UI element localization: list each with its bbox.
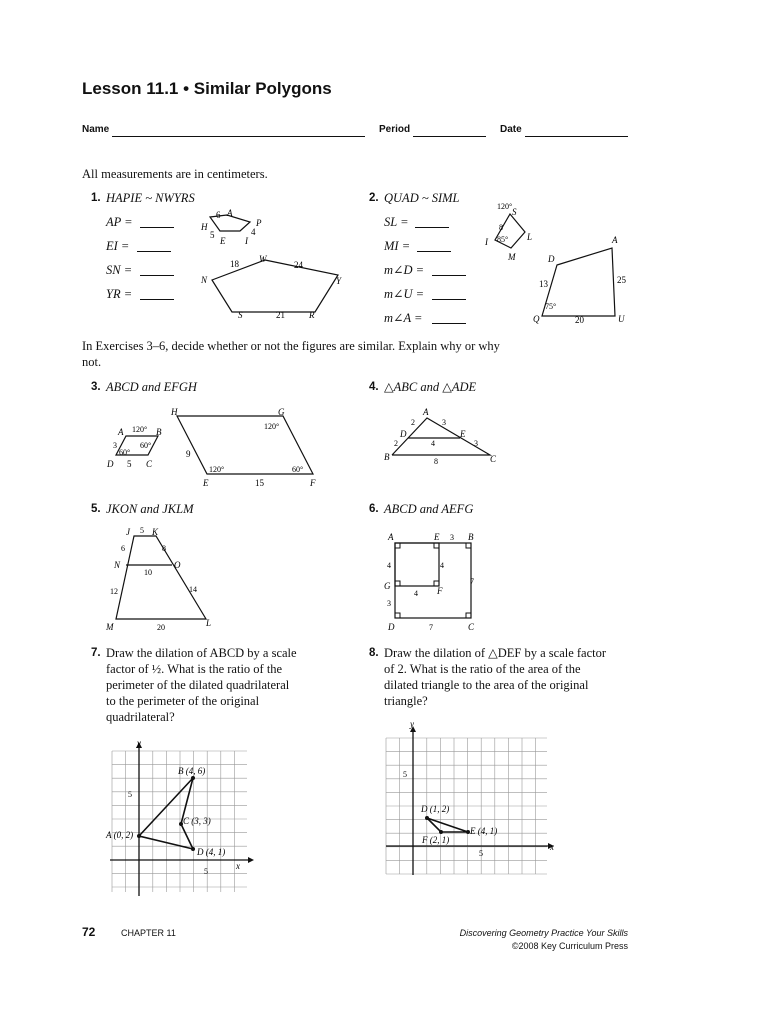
side-3: 3: [113, 441, 117, 450]
ex1-q-ei: EI =: [106, 239, 130, 253]
ex4-figure: [380, 402, 520, 472]
label-b: B: [384, 452, 390, 462]
label-a: A: [423, 407, 429, 417]
ex7-line-1: Draw the dilation of ABCD by a scale: [106, 646, 297, 660]
side-9: 9: [186, 449, 191, 459]
ex7-line-2: factor of ½. What is the ratio of the: [106, 662, 283, 676]
side-4b: 4: [440, 561, 444, 570]
label-u: U: [618, 314, 625, 324]
label-a: A: [118, 427, 124, 437]
ex8-coordinate-grid[interactable]: [382, 720, 560, 880]
point-e-label: E (4, 1): [470, 826, 498, 836]
section-instructions: In Exercises 3–6, decide whether or not the figures are similar. Explain why or why not.: [82, 339, 500, 369]
label-o: O: [174, 560, 181, 570]
side-25: 25: [617, 275, 626, 285]
ex2-q-mu: m∠U =: [384, 287, 425, 301]
side-3a: 3: [442, 418, 446, 427]
ex1-q-ap: AP =: [106, 215, 133, 229]
ex2-q-sl: SL =: [384, 215, 409, 229]
label-d: D: [388, 622, 395, 632]
label-d: D: [107, 459, 114, 469]
point-c-label: C (3, 3): [183, 816, 211, 826]
ex4-statement: △ABC and △ADE: [384, 380, 477, 394]
ex6-figure: [380, 526, 490, 634]
label-i: I: [245, 236, 248, 246]
label-n: N: [114, 560, 121, 570]
label-h: H: [201, 222, 208, 232]
book-title: Discovering Geometry Practice Your Skills: [459, 928, 628, 938]
x-label: x: [236, 861, 240, 871]
side-2a: 2: [411, 418, 415, 427]
ex2-answer-mu[interactable]: [432, 299, 466, 300]
label-s: S: [238, 310, 243, 320]
label-r: R: [309, 310, 315, 320]
ex5-statement: JKON and JKLM: [106, 502, 194, 516]
angle-120-small: 120°: [132, 425, 148, 434]
side-4: 4: [251, 227, 256, 237]
ex2-q-mi: MI =: [384, 239, 411, 253]
side-20: 20: [575, 315, 584, 325]
side-3b: 3: [474, 439, 478, 448]
trapezoid-jklm: [116, 536, 206, 619]
angle-120-big: 120°: [264, 422, 280, 431]
side-3b: 3: [387, 599, 391, 608]
page-title: Lesson 11.1 • Similar Polygons: [82, 79, 332, 98]
side-5: 5: [210, 230, 215, 240]
side-3a: 3: [450, 533, 454, 542]
ex2-statement: QUAD ~ SIML: [384, 191, 460, 205]
ex6-number: 6.: [369, 503, 379, 515]
side-15: 15: [255, 478, 264, 488]
ex1-answer-sn[interactable]: [140, 275, 174, 276]
label-g: G: [278, 407, 285, 417]
label-b: B: [156, 427, 162, 437]
label-b: B: [468, 532, 474, 542]
label-w: W: [259, 254, 267, 264]
ex3-statement: ABCD and EFGH: [106, 380, 197, 394]
y-tick-5: 5: [128, 790, 132, 799]
label-g: G: [384, 581, 391, 591]
ex8-number: 8.: [369, 647, 379, 659]
ex2-answer-md[interactable]: [432, 275, 466, 276]
point-d-label: D (4, 1): [197, 847, 226, 857]
ex7-number: 7.: [91, 647, 101, 659]
ex2-figure: [480, 198, 635, 328]
side-8: 8: [499, 223, 503, 232]
intro-text: All measurements are in centimeters.: [82, 167, 268, 181]
angle-60-small-a: 60°: [140, 441, 152, 450]
side-12: 12: [110, 587, 118, 596]
label-a: A: [227, 208, 233, 218]
ex6-statement: ABCD and AEFG: [384, 502, 474, 516]
label-i: I: [485, 237, 488, 247]
x-tick-5: 5: [479, 849, 483, 858]
label-m: M: [106, 622, 114, 632]
ex1-answer-ei[interactable]: [137, 251, 171, 252]
label-e: E: [460, 429, 466, 439]
y-tick-5: 5: [403, 770, 407, 779]
label-f: F: [437, 586, 443, 596]
ex8-question: [384, 645, 644, 709]
x-axis-arrow: [248, 857, 254, 863]
point-b-label: B (4, 6): [178, 766, 206, 776]
square-abcd: [395, 543, 471, 618]
label-e: E: [434, 532, 440, 542]
ex7-line-4: to the perimeter of the original: [106, 694, 260, 708]
ex3-number: 3.: [91, 381, 101, 393]
angle-75: 75°: [545, 302, 557, 311]
side-7a: 7: [470, 577, 474, 586]
side-8: 8: [162, 544, 166, 553]
side-4a: 4: [387, 561, 391, 570]
ex2-answer-sl[interactable]: [415, 227, 449, 228]
ex2-answer-ma[interactable]: [432, 323, 466, 324]
side-2b: 2: [394, 439, 398, 448]
side-20: 20: [157, 623, 165, 632]
ex1-answer-yr[interactable]: [140, 299, 174, 300]
label-e: E: [203, 478, 209, 488]
ex1-number: 1.: [91, 192, 101, 204]
point-d-label: D (1, 2): [421, 804, 450, 814]
ex2-number: 2.: [369, 192, 379, 204]
label-n: N: [201, 275, 208, 285]
ex2-q-ma: m∠A =: [384, 311, 423, 325]
ex8-line-1: Draw the dilation of △DEF by a scale factor: [384, 646, 607, 660]
ex1-answer-ap[interactable]: [140, 227, 174, 228]
ex5-figure: [100, 522, 230, 634]
side-13: 13: [539, 279, 548, 289]
ex7-question: [106, 645, 346, 725]
label-d: D: [548, 254, 555, 264]
period-field[interactable]: [413, 136, 486, 137]
name-field[interactable]: [112, 136, 365, 137]
ex7-coordinate-grid[interactable]: [100, 736, 260, 902]
angle-60-small-b: 60°: [119, 448, 131, 457]
ex1-q-yr: YR =: [106, 287, 133, 301]
triangle-abc: [392, 418, 490, 455]
angle-60-big: 60°: [292, 465, 304, 474]
ex8-line-4: triangle?: [384, 694, 428, 708]
ex7-line-5: quadrilateral?: [106, 710, 175, 724]
quadrilateral-abcd: [139, 778, 193, 849]
side-4: 4: [431, 439, 435, 448]
square-aefg: [395, 543, 439, 586]
ex2-answer-mi[interactable]: [417, 251, 451, 252]
label-c: C: [490, 454, 497, 464]
label-p: P: [256, 218, 262, 228]
label-j: J: [126, 527, 130, 537]
point-a-label: A (0, 2): [106, 830, 134, 840]
label-q: Q: [533, 314, 540, 324]
side-24: 24: [294, 260, 303, 270]
label-d: D: [400, 429, 407, 439]
label-e: E: [220, 236, 226, 246]
copyright: ©2008 Key Curriculum Press: [511, 941, 628, 951]
ex4-number: 4.: [369, 381, 379, 393]
x-label: x: [550, 842, 554, 852]
name-label: Name: [82, 124, 110, 135]
page-number: 72: [82, 925, 96, 939]
chapter-label: CHAPTER 11: [121, 928, 176, 938]
x-tick-5: 5: [204, 867, 208, 876]
ex8-line-2: of 2. What is the ratio of the area of the: [384, 662, 581, 676]
side-4c: 4: [414, 589, 418, 598]
label-a: A: [388, 532, 394, 542]
label-y: Y: [336, 276, 342, 286]
y-label: y: [137, 738, 141, 748]
y-label: y: [410, 720, 414, 729]
label-c: C: [468, 622, 475, 632]
ex8-line-3: dilated triangle to the area of the original: [384, 678, 589, 692]
side-5: 5: [127, 459, 132, 469]
triangle-def: [427, 818, 468, 832]
angle-120: 120°: [497, 202, 513, 211]
side-21: 21: [276, 310, 285, 320]
side-7b: 7: [429, 623, 433, 632]
ex3-figure: [100, 402, 330, 492]
ex5-number: 5.: [91, 503, 101, 515]
ex1-statement: HAPIE ~ NWYRS: [106, 191, 195, 205]
side-5: 5: [140, 526, 144, 535]
side-8: 8: [434, 457, 438, 466]
label-c: C: [146, 459, 153, 469]
side-10: 10: [144, 568, 152, 577]
ex1-q-sn: SN =: [106, 263, 133, 277]
side-18: 18: [230, 259, 239, 269]
side-14: 14: [189, 585, 197, 594]
date-label: Date: [500, 124, 522, 135]
label-h: H: [171, 407, 178, 417]
date-field[interactable]: [525, 136, 628, 137]
period-label: Period: [379, 124, 411, 135]
label-l: L: [527, 232, 533, 242]
label-k: K: [152, 527, 159, 537]
side-6: 6: [216, 210, 221, 220]
label-a: A: [612, 235, 618, 245]
side-6: 6: [121, 544, 125, 553]
ex7-line-3: perimeter of the dilated quadrilateral: [106, 678, 290, 692]
label-m: M: [508, 252, 516, 262]
point-f-label: F (2, 1): [422, 835, 450, 845]
label-l: L: [206, 618, 212, 628]
ex1-figure: [190, 200, 360, 325]
angle-120-big-b: 120°: [209, 465, 225, 474]
angle-85: 85°: [497, 235, 509, 244]
ex2-q-md: m∠D =: [384, 263, 425, 277]
label-s: S: [512, 207, 517, 217]
label-f: F: [310, 478, 316, 488]
